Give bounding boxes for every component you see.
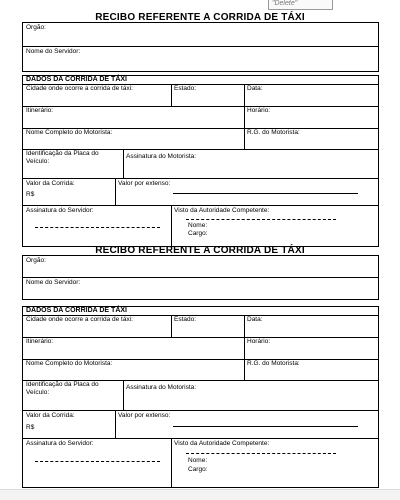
assinatura-servidor-label: Assinatura do Servidor: xyxy=(26,207,94,214)
orgao-label: Orgão: xyxy=(26,257,46,264)
estado-label: Estado: xyxy=(174,85,197,92)
servidor-label: Nome do Servidor: xyxy=(26,48,81,55)
itinerario-label: Itinerário: xyxy=(26,338,54,345)
currency-label: R$ xyxy=(26,424,35,431)
cargo-label: Cargo: xyxy=(188,466,208,473)
visto-line[interactable] xyxy=(186,219,336,220)
data-label: Data: xyxy=(247,316,263,323)
valor-label: Valor da Corrida: xyxy=(26,180,75,187)
receipt-title: RECIBO REFERENTE A CORRIDA DE TÁXI xyxy=(95,12,305,23)
placa-label: Identificação da Placa do Veículo: xyxy=(26,381,99,396)
visto-label: Visto da Autoridade Competente: xyxy=(174,440,270,447)
motorista-label: Nome Completo do Motorista: xyxy=(26,129,113,136)
corrida-box xyxy=(22,306,379,488)
visto-line[interactable] xyxy=(186,453,336,454)
assinatura-servidor-label: Assinatura do Servidor: xyxy=(26,440,94,447)
servidor-box xyxy=(22,22,379,72)
motorista-label: Nome Completo do Motorista: xyxy=(26,360,113,367)
servidor-label: Nome do Servidor: xyxy=(26,279,81,286)
extenso-label: Valor por extenso: xyxy=(118,412,171,419)
section-title: DADOS DA CORRIDA DE TÁXI xyxy=(26,76,127,83)
extenso-line[interactable] xyxy=(173,193,358,194)
nome-label: Nome: xyxy=(188,457,208,464)
bottom-bar xyxy=(0,489,400,500)
rg-label: R.G. do Motorista: xyxy=(247,129,300,136)
valor-label: Valor da Corrida: xyxy=(26,412,75,419)
assinatura-servidor-line[interactable] xyxy=(35,227,160,228)
nome-label: Nome: xyxy=(188,222,208,229)
rg-label: R.G. do Motorista: xyxy=(247,360,300,367)
itinerario-label: Itinerário: xyxy=(26,107,54,114)
assinatura-servidor-line[interactable] xyxy=(35,461,160,462)
currency-label: R$ xyxy=(26,191,35,198)
section-title: DADOS DA CORRIDA DE TÁXI xyxy=(26,307,127,314)
placa-label: Identificação da Placa do Veículo: xyxy=(26,150,99,165)
receipt-title: RECIBO REFERENTE A CORRIDA DE TÁXI xyxy=(95,245,305,256)
visto-label: Visto da Autoridade Competente: xyxy=(174,207,270,214)
estado-label: Estado: xyxy=(174,316,197,323)
data-label: Data: xyxy=(247,85,263,92)
top-toolbar xyxy=(0,0,400,10)
horario-label: Horário: xyxy=(247,338,271,345)
assinatura-motorista-label: Assinatura do Motorista: xyxy=(126,384,197,391)
cidade-label: Cidade onde ocorre a corrida de táxi: xyxy=(26,85,133,92)
corrida-box xyxy=(22,75,379,247)
extenso-line[interactable] xyxy=(173,426,358,427)
horario-label: Horário: xyxy=(247,107,271,114)
extenso-label: Valor por extenso: xyxy=(118,180,171,187)
assinatura-motorista-label: Assinatura do Motorista: xyxy=(126,153,197,160)
cidade-label: Cidade onde ocorre a corrida de táxi: xyxy=(26,316,133,323)
delete-button[interactable]: "Delete" xyxy=(268,0,333,10)
orgao-label: Orgão: xyxy=(26,24,46,31)
cargo-label: Cargo: xyxy=(188,230,208,237)
servidor-box xyxy=(22,255,379,300)
